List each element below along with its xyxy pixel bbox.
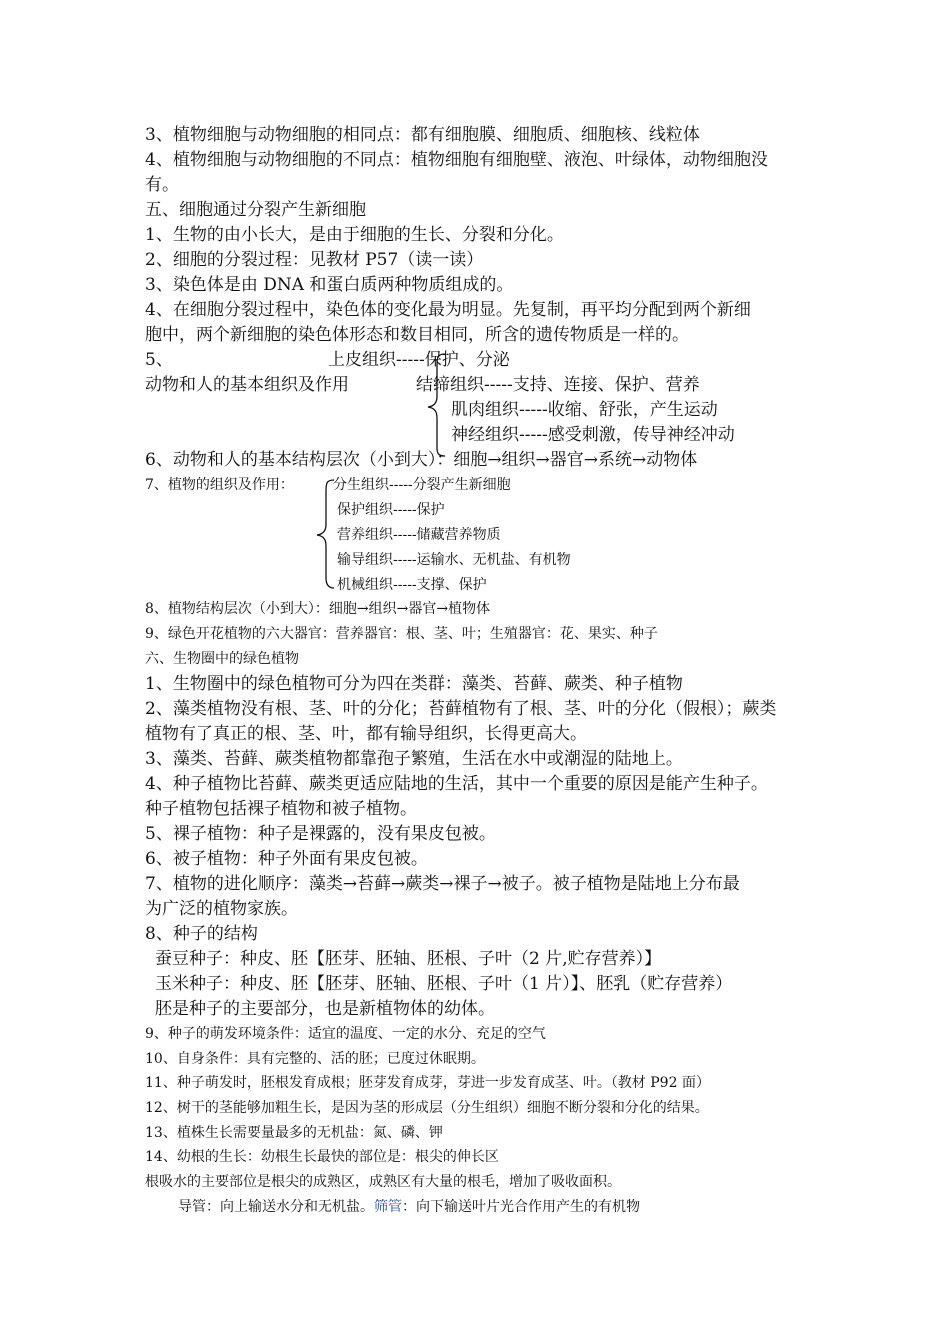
text-line: 种子植物包括裸子植物和被子植物。: [145, 799, 417, 819]
text-line: 14、幼根的生长：幼根生长最快的部位是：根尖的伸长区: [145, 1149, 499, 1165]
text-line: 有。: [145, 175, 179, 195]
text-line: 胞中，两个新细胞的染色体形态和数目相同，所含的遗传物质是一样的。: [145, 325, 689, 345]
text-line: 6、被子植物：种子外面有果皮包被。: [145, 849, 428, 869]
animal-tissue-heading: 动物和人的基本组织及作用: [145, 375, 349, 395]
text-line: 3、植物细胞与动物细胞的相同点：都有细胞膜、细胞质、细胞核、线粒体: [145, 125, 700, 145]
text-line: 11、种子萌发时，胚根发育成根；胚芽发育成芽，芽进一步发育成茎、叶。（教材 P92 面）: [145, 1075, 710, 1091]
vessel-sieve-line: [178, 1200, 640, 1214]
section-heading: 五、细胞通过分裂产生新细胞: [145, 200, 366, 220]
animal-tissue-muscle: 肌肉组织-----收缩、舒张，产生运动: [451, 400, 718, 420]
plant-tissue-meristem: 分生组织-----分裂产生新细胞: [333, 477, 511, 493]
animal-tissue-nervous: 神经组织-----感受刺激，传导神经冲动: [451, 425, 735, 445]
text-line: 为广泛的植物家族。: [145, 899, 298, 919]
text-line: 9、绿色开花植物的六大器官：营养器官：根、茎、叶；生殖器官：花、果实、种子: [145, 626, 658, 642]
text-line: 4、种子植物比苔藓、蕨类更适应陆地的生活，其中一个重要的原因是能产生种子。: [145, 774, 768, 794]
plant-tissue-heading: 7、植物的组织及作用：: [145, 477, 294, 493]
text-line: 6、动物和人的基本结构层次（小到大）：细胞→组织→器官→系统→动物体: [145, 450, 698, 470]
text-line: 3、染色体是由 DNA 和蛋白质两种物质组成的。: [145, 275, 514, 295]
animal-tissue-connective: 结缔组织-----支持、连接、保护、营养: [416, 375, 700, 395]
text-line: 10、自身条件：具有完整的、活的胚；已度过休眠期。: [145, 1051, 485, 1067]
text-line: 2、藻类植物没有根、茎、叶的分化；苔藓植物有了根、茎、叶的分化（假根）；蕨类: [145, 699, 777, 719]
text-line: 7、植物的进化顺序：藻类→苔藓→蕨类→裸子→被子。被子植物是陆地上分布最: [145, 874, 740, 894]
text-line: 根吸水的主要部位是根尖的成熟区，成熟区有大量的根毛，增加了吸收面积。: [145, 1174, 621, 1190]
plant-tissue-mechanical: 机械组织-----支撑、保护: [337, 577, 487, 593]
brace-icon: [425, 352, 447, 458]
text-line: 2、细胞的分裂过程：见教材 P57（读一读）: [145, 250, 484, 270]
item-number: 5、: [145, 350, 173, 370]
text-line: 1、生物圈中的绿色植物可分为四在类群：藻类、苔藓、蕨类、种子植物: [145, 674, 683, 694]
vessel-text: 导管：向上输送水分和无机盐。: [178, 1199, 374, 1215]
broad-bean-seed: 蚕豆种子：种皮、胚【胚芽、胚轴、胚根、子叶（2 片,贮存营养）】: [155, 949, 662, 969]
plant-tissue-nutritive: 营养组织-----储藏营养物质: [337, 527, 501, 543]
text-line: 5、裸子植物：种子是裸露的，没有果皮包被。: [145, 824, 496, 844]
sieve-tube-term: 筛管: [374, 1199, 402, 1215]
text-line: 3、藻类、苔藓、蕨类植物都靠孢子繁殖，生活在水中或潮湿的陆地上。: [145, 749, 683, 769]
text-line: 8、植物结构层次（小到大）：细胞→组织→器官→植物体: [145, 601, 491, 617]
text-line: 1、生物的由小长大，是由于细胞的生长、分裂和分化。: [145, 225, 564, 245]
text-line: 13、植株生长需要量最多的无机盐：氮、磷、钾: [145, 1125, 443, 1141]
brace-icon: [314, 478, 336, 590]
sieve-tube-text: ：向下输送叶片光合作用产生的有机物: [402, 1199, 640, 1215]
text-line: 胚是种子的主要部分，也是新植物体的幼体。: [155, 999, 495, 1019]
seed-heading: 8、种子的结构: [145, 924, 258, 944]
text-line: 12、树干的茎能够加粗生长，是因为茎的形成层（分生组织）细胞不断分裂和分化的结果。: [145, 1100, 709, 1116]
text-line: 9、种子的萌发环境条件：适宜的温度、一定的水分、充足的空气: [145, 1026, 546, 1042]
plant-tissue-conducting: 输导组织-----运输水、无机盐、有机物: [337, 552, 571, 568]
animal-tissue-epithelial: 上皮组织-----保护、分泌: [328, 350, 510, 370]
text-line: 4、植物细胞与动物细胞的不同点：植物细胞有细胞壁、液泡、叶绿体，动物细胞没: [145, 150, 768, 170]
corn-seed: 玉米种子：种皮、胚【胚芽、胚轴、胚根、子叶（1 片）】、胚乳（贮存营养）: [155, 974, 733, 994]
section-heading: 六、生物圈中的绿色植物: [145, 651, 299, 667]
plant-tissue-protective: 保护组织-----保护: [337, 502, 445, 518]
text-line: 4、在细胞分裂过程中，染色体的变化最为明显。先复制，再平均分配到两个新细: [145, 300, 751, 320]
text-line: 植物有了真正的根、茎、叶，都有输导组织，长得更高大。: [145, 724, 587, 744]
